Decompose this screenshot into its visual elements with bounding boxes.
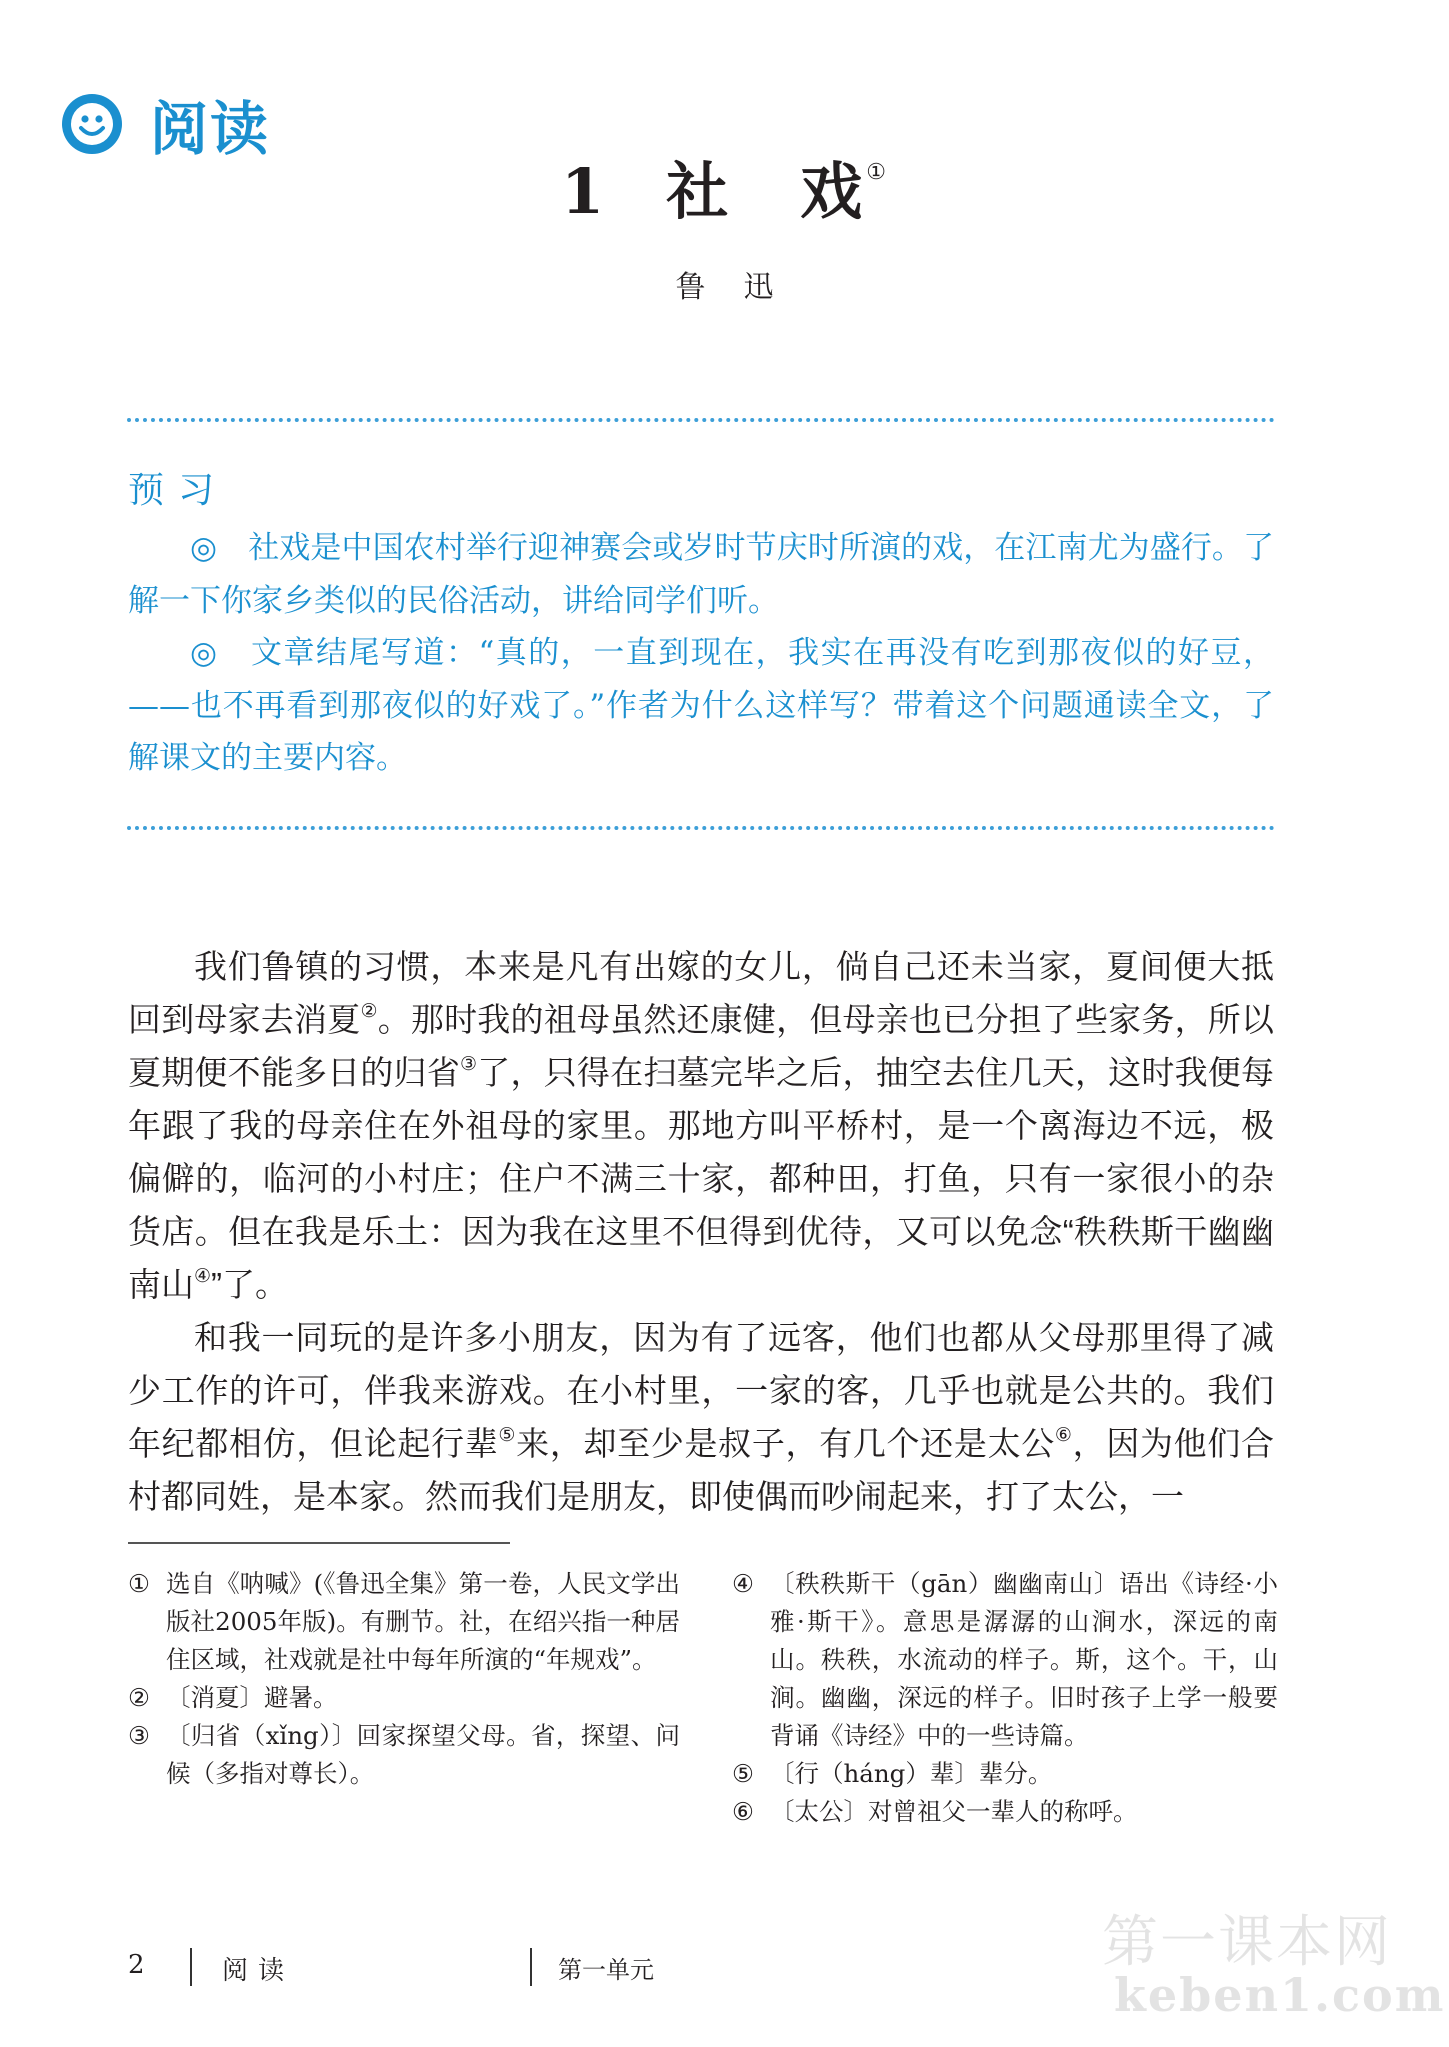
dotted-divider-top (127, 418, 1275, 422)
watermark-en: keben1.com (1114, 1968, 1446, 2022)
preview-item-1: ◎ 社戏是中国农村举行迎神赛会或岁时节庆时所演的戏，在江南尤为盛行。了解一下你家乡类似的民俗活动，讲给同学们听。 (128, 530, 1274, 619)
title-char-1: 社 (666, 155, 731, 228)
section-title: 阅读 (150, 95, 271, 163)
footnote-item: ② 〔消夏〕避暑。 (128, 1683, 338, 1712)
footnote-item: ⑤ 〔行（háng）辈〕辈分。 (732, 1759, 1053, 1788)
paragraph-1: 我们鲁镇的习惯，本来是凡有出嫁的女儿，倘自己还未当家，夏间便大抵回到母家去消夏②。那时我的祖母虽然还康健，但母亲也已分担了些家务，所以夏期便不能多日的归省③了，只得在扫墓完毕之后，抽空去住几天，这时我便每年跟了我的母亲住在外祖母的家里。那地方叫平桥村，是一个离海边不远，极偏僻的，临河的小村庄；住户不满三十家，都种田，打鱼，只有一家很小的杂货店。但在我是乐土：因为我在这里不但得到优待，又可以免念“秩秩斯干幽幽南山④”了。 (128, 948, 1275, 1303)
footnote-ref[interactable]: ④ (194, 1266, 212, 1287)
preview-label: 预习 (128, 470, 229, 511)
paragraph-2: 和我一同玩的是许多小朋友，因为有了远客，他们也都从父母那里得了减少工作的许可，伴我来游戏。在小村里，一家的客，几乎也就是公共的。我们年纪都相仿，但论起行辈⑤来，却至少是叔子，有几个还是太公⑥，因为他们合村都同姓，是本家。然而我们是朋友，即使偶而吵闹起来，打了太公，一 (128, 1319, 1275, 1515)
watermark-cn: 第一课本网 (1102, 1910, 1392, 1975)
footnotes-left (128, 1565, 680, 1793)
footnote-item: ① 选自《呐喊》(《鲁迅全集》第一卷，人民文学出版社2005年版)。有删节。社，在绍兴指一种居住区域，社戏就是社中每年所演的“年规戏”。 (128, 1569, 680, 1674)
footnote-ref[interactable]: ② (360, 1001, 378, 1022)
page-number: 2 (128, 1950, 145, 1980)
footnotes-right (732, 1565, 1278, 1831)
footnote-item: ⑥ 〔太公〕对曾祖父一辈人的称呼。 (732, 1797, 1138, 1826)
footer-section: 阅读 (222, 1956, 295, 1986)
preview-questions (128, 522, 1274, 785)
footnote-item: ③ 〔归省（xǐng）〕回家探望父母。省，探望、问候（多指对尊长）。 (128, 1721, 680, 1788)
article-body (128, 940, 1274, 1523)
title-char-2: 戏 (800, 155, 865, 228)
footnote-ref[interactable]: ⑤ (498, 1425, 517, 1446)
footer-divider (530, 1948, 532, 1986)
preview-item-2: ◎ 文章结尾写道：“真的，一直到现在，我实在再没有吃到那夜似的好豆，——也不再看到那夜似的好戏了。”作者为什么这样写？带着这个问题通读全文，了解课文的主要内容。 (128, 635, 1274, 776)
footnote-item: ④ 〔秩秩斯干（gān）幽幽南山〕语出《诗经·小雅·斯干》。意思是潺潺的山涧水，深远的南山。秩秩，水流动的样子。斯，这个。干，山涧。幽幽，深远的样子。旧时孩子上学一般要背诵《诗经》中的一些诗篇。 (732, 1569, 1278, 1750)
lesson-number: 1 (561, 155, 607, 228)
footer-unit: 第一单元 (558, 1956, 654, 1984)
footnote-ref[interactable]: ③ (460, 1054, 478, 1075)
footnote-rule (128, 1542, 510, 1544)
author: 鲁迅 (675, 270, 812, 305)
dotted-divider-bottom (127, 826, 1275, 830)
footnote-ref[interactable]: ⑥ (1054, 1425, 1073, 1446)
footer-divider (190, 1948, 192, 1986)
lesson-title (0, 142, 1449, 231)
title-footnote-mark: ① (866, 160, 888, 185)
